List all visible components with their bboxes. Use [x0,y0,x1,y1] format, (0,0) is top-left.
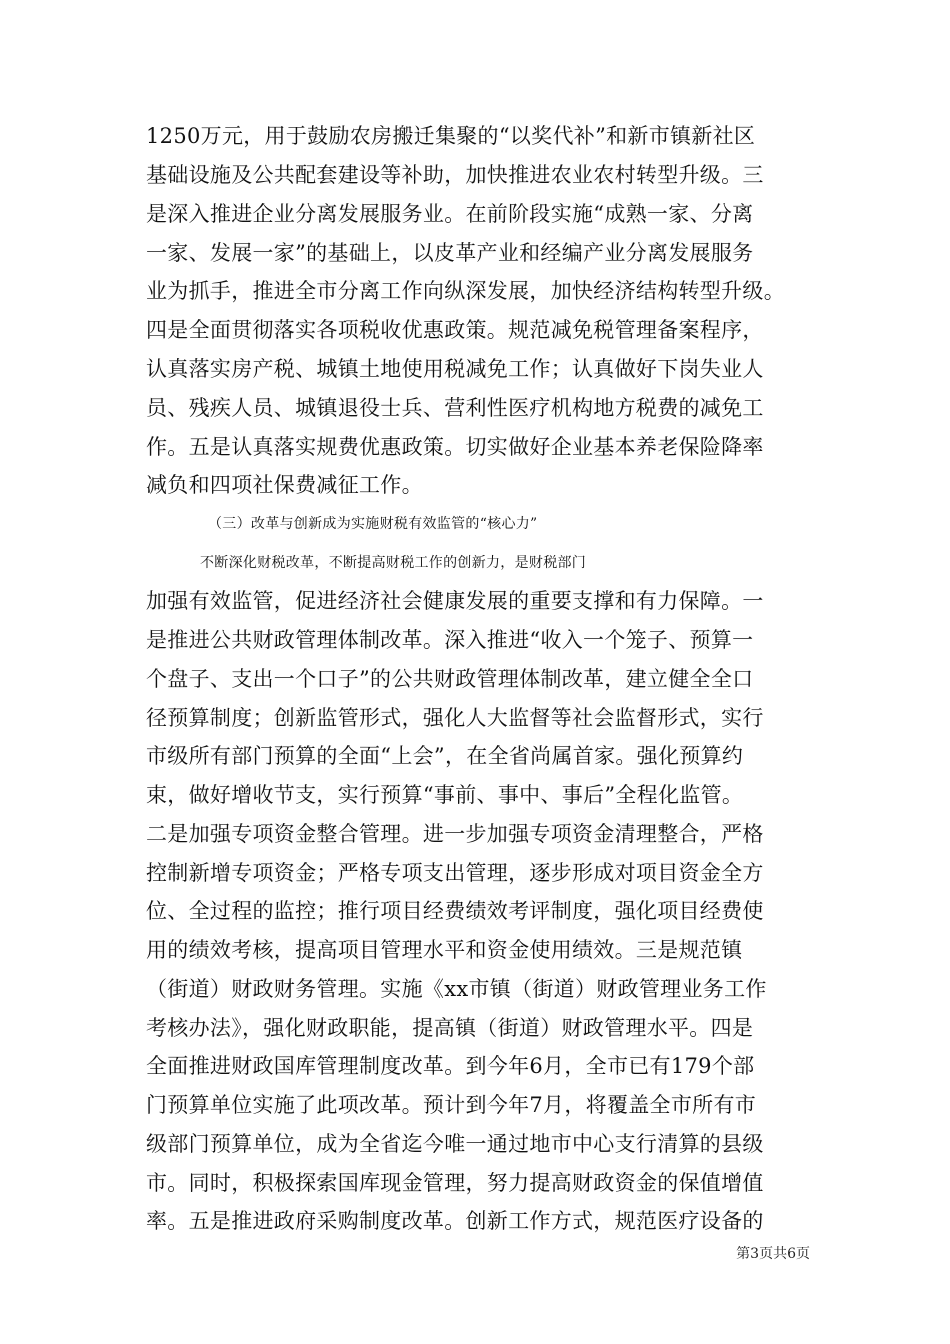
body-line: 径预算制度；创新监管形式，强化人大监督等社会监督形式，实行 [146,706,764,730]
section-heading: （三）改革与创新成为实施财税有效监管的“核心力” [208,516,538,532]
body-line: 一家、发展一家”的基础上，以皮革产业和经编产业分离发展服务 [146,241,754,265]
body-line: 是深入推进企业分离发展服务业。在前阶段实施“成熟一家、分离 [146,202,754,226]
body-line: 个盘子、支出一个口子”的公共财政管理体制改革，建立健全全口 [146,667,754,691]
body-line: 业为抓手，推进全市分离工作向纵深发展，加快经济结构转型升级。 [146,279,785,303]
body-line: 全面推进财政国库管理制度改革。到今年6月，全市已有179个部 [146,1054,755,1078]
body-line: 控制新增专项资金；严格专项支出管理，逐步形成对项目资金全方 [146,861,764,885]
body-line: 是推进公共财政管理体制改革。深入推进“收入一个笼子、预算一 [146,628,754,652]
body-line: 1250万元，用于鼓励农房搬迁集聚的“以奖代补”和新市镇新社区 [146,124,756,148]
body-line: 四是全面贯彻落实各项税收优惠政策。规范减免税管理备案程序， [146,318,764,342]
body-line: 减负和四项社保费减征工作。 [146,473,423,497]
body-line: 位、全过程的监控；推行项目经费绩效考评制度，强化项目经费使 [146,899,764,923]
body-line: 认真落实房产税、城镇土地使用税减免工作；认真做好下岗失业人 [146,357,764,381]
body-line: 基础设施及公共配套建设等补助，加快推进农业农村转型升级。三 [146,163,764,187]
paragraph-first-line: 不断深化财税改革，不断提高财税工作的创新力，是财税部门 [200,555,587,571]
body-line: 加强有效监管，促进经济社会健康发展的重要支撑和有力保障。一 [146,589,764,613]
page-number: 第3页共6页 [736,1246,810,1262]
body-line: 率。五是推进政府采购制度改革。创新工作方式，规范医疗设备的 [146,1209,764,1233]
body-line: 门预算单位实施了此项改革。预计到今年7月，将覆盖全市所有市 [146,1093,757,1117]
body-line: 二是加强专项资金整合管理。进一步加强专项资金清理整合，严格 [146,822,764,846]
body-line: 级部门预算单位，成为全省迄今唯一通过地市中心支行清算的县级 [146,1132,764,1156]
body-line: （街道）财政财务管理。实施《xx市镇（街道）财政管理业务工作 [146,977,767,1001]
body-line: 市。同时，积极探索国库现金管理，努力提高财政资金的保值增值 [146,1171,764,1195]
body-line: 市级所有部门预算的全面“上会”，在全省尚属首家。强化预算约 [146,744,744,768]
body-line: 束，做好增收节支，实行预算“事前、事中、事后”全程化监管。 [146,783,744,807]
body-line: 作。五是认真落实规费优惠政策。切实做好企业基本养老保险降率 [146,435,764,459]
body-line: 员、残疾人员、城镇退役士兵、营利性医疗机构地方税费的减免工 [146,396,764,420]
body-line: 用的绩效考核，提高项目管理水平和资金使用绩效。三是规范镇 [146,938,743,962]
body-line: 考核办法》，强化财政职能，提高镇（街道）财政管理水平。四是 [146,1016,754,1040]
